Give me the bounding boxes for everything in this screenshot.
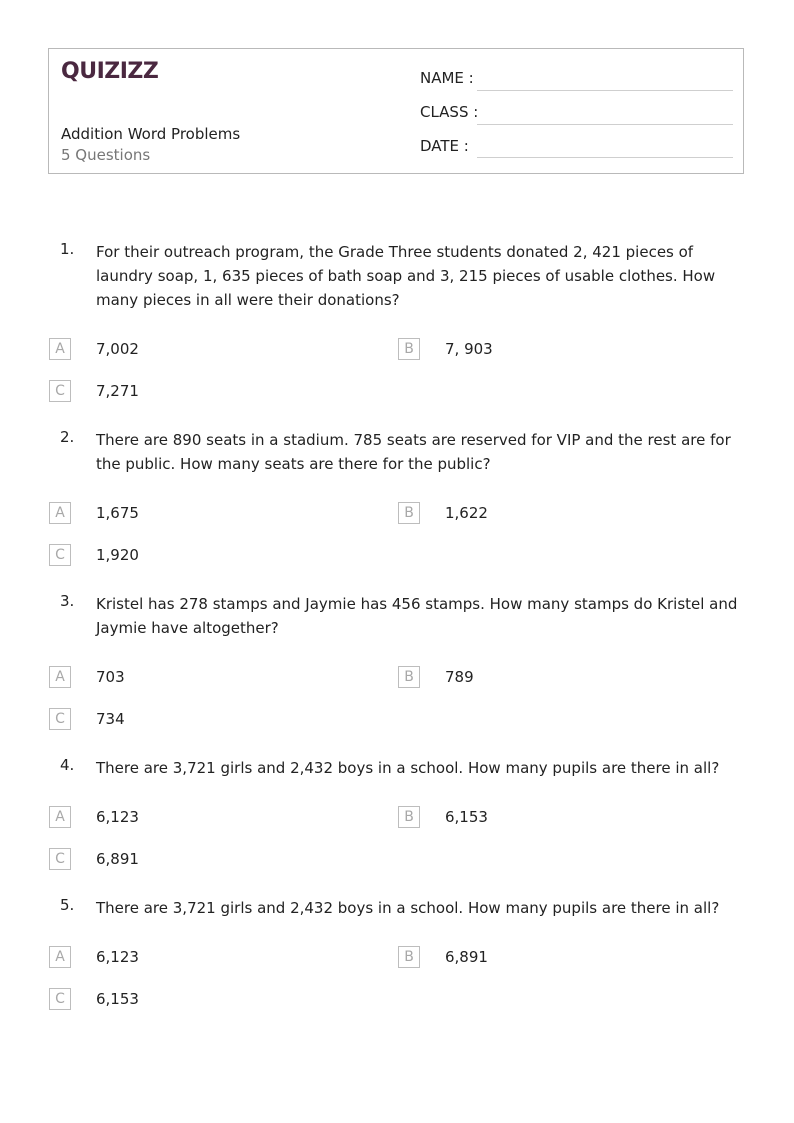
option-text-b: 7, 903 xyxy=(445,340,493,358)
option-box-b[interactable]: B xyxy=(398,338,420,360)
option-text-a: 6,123 xyxy=(96,808,139,826)
option-text-b: 6,891 xyxy=(445,948,488,966)
option-box-b[interactable]: B xyxy=(398,806,420,828)
worksheet-title: Addition Word Problems xyxy=(61,125,241,143)
option-box-c[interactable]: C xyxy=(49,544,71,566)
option-text-b: 6,153 xyxy=(445,808,488,826)
option-text-a: 6,123 xyxy=(96,948,139,966)
option-box-a[interactable]: A xyxy=(49,338,71,360)
date-label: DATE : xyxy=(420,137,469,155)
option-box-b[interactable]: B xyxy=(398,666,420,688)
question-text: Kristel has 278 stamps and Jaymie has 456 stamps. How many stamps do Kristel and Jaymie have altogether? xyxy=(96,595,738,637)
option-box-c[interactable]: C xyxy=(49,708,71,730)
option-text-c: 734 xyxy=(96,710,125,728)
date-line xyxy=(477,157,733,158)
option-text-b: 1,622 xyxy=(445,504,488,522)
option-text-c: 1,920 xyxy=(96,546,139,564)
option-box-a[interactable]: A xyxy=(49,806,71,828)
name-line xyxy=(477,90,733,91)
option-text-a: 703 xyxy=(96,668,125,686)
option-text-a: 7,002 xyxy=(96,340,139,358)
question-text: There are 3,721 girls and 2,432 boys in a school. How many pupils are there in all? xyxy=(96,899,720,917)
option-box-a[interactable]: A xyxy=(49,666,71,688)
question-number: 3. xyxy=(60,592,75,610)
option-text-c: 6,891 xyxy=(96,850,139,868)
question-number: 2. xyxy=(60,428,75,446)
option-text-a: 1,675 xyxy=(96,504,139,522)
worksheet-header xyxy=(48,48,744,174)
option-box-b[interactable]: B xyxy=(398,502,420,524)
question-text: There are 890 seats in a stadium. 785 seats are reserved for VIP and the rest are for the public. How many seats are there for the public? xyxy=(96,431,731,473)
option-box-c[interactable]: C xyxy=(49,848,71,870)
option-box-b[interactable]: B xyxy=(398,946,420,968)
option-box-a[interactable]: A xyxy=(49,502,71,524)
question-count: 5 Questions xyxy=(61,146,151,164)
option-text-b: 789 xyxy=(445,668,474,686)
question-text: There are 3,721 girls and 2,432 boys in a school. How many pupils are there in all? xyxy=(96,759,720,777)
question-text: For their outreach program, the Grade Three students donated 2, 421 pieces of laundry soap, 1, 635 pieces of bath soap and 3, 215 pieces of usable clothes. How many pieces in all were their donations? xyxy=(96,243,716,309)
option-box-a[interactable]: A xyxy=(49,946,71,968)
question-number: 5. xyxy=(60,896,75,914)
option-box-c[interactable]: C xyxy=(49,380,71,402)
name-label: NAME : xyxy=(420,69,474,87)
class-label: CLASS : xyxy=(420,103,479,121)
option-text-c: 7,271 xyxy=(96,382,139,400)
quizizz-logo: QUIZIZZ xyxy=(61,59,159,84)
option-box-c[interactable]: C xyxy=(49,988,71,1010)
option-text-c: 6,153 xyxy=(96,990,139,1008)
question-number: 4. xyxy=(60,756,75,774)
question-number: 1. xyxy=(60,240,75,258)
class-line xyxy=(477,124,733,125)
